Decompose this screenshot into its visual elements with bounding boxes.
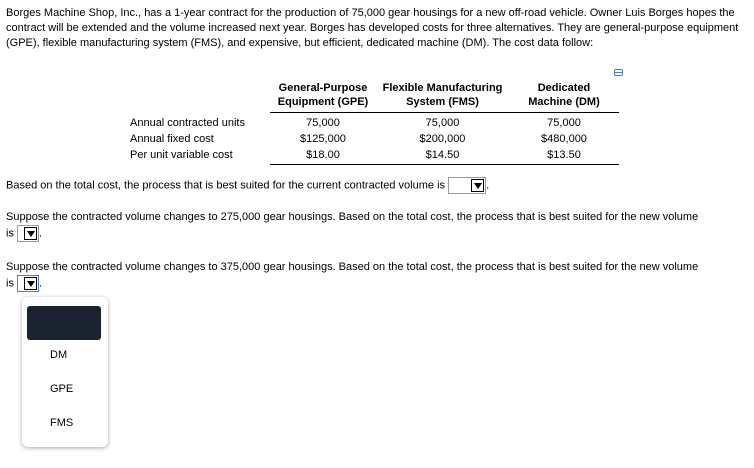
header-gpe: General-Purpose Equipment (GPE) <box>270 79 376 113</box>
dropdown-option-dm[interactable]: DM <box>50 349 68 361</box>
question-3: Suppose the contracted volume changes to 375,000 gear housings. Based on the total cost, the process that is best suited for the new volume is . <box>6 259 750 292</box>
row-label: Annual contracted units <box>130 116 245 129</box>
copy-icon[interactable] <box>614 69 623 76</box>
table-corner <box>126 79 270 113</box>
chevron-down-icon <box>24 277 37 290</box>
table-row <box>126 131 619 147</box>
row-label: Per unit variable cost <box>130 149 233 162</box>
dropdown-highlighted-option[interactable] <box>27 306 101 340</box>
problem-intro: Borges Machine Shop, Inc., has a 1-year contract for the production of 75,000 gear housings for a new off-road vehicle. Owner Luis Borges hopes the contract will be extended and the volume increased next year. Borges has developed costs for three alternatives. They are general-purpose equipment (GPE), flexible manufacturing system (FMS), and expensive, but efficient, dedicated machine (DM). The cost data follow: <box>6 7 739 49</box>
dropdown-option-gpe[interactable]: GPE <box>50 383 74 395</box>
cell-fms: 75,000 <box>425 117 460 129</box>
chevron-down-icon <box>471 179 484 192</box>
table-row <box>126 113 619 132</box>
table-header-row <box>126 79 619 113</box>
cell-dm: $480,000 <box>541 133 587 145</box>
cell-fms: $14.50 <box>376 147 509 165</box>
cell-dm: 75,000 <box>547 117 581 129</box>
header-fms: Flexible Manufacturing System (FMS) <box>376 79 509 113</box>
answer-dropdown-1[interactable] <box>448 177 486 194</box>
cell-gpe: $18.00 <box>270 147 376 165</box>
cell-gpe: $125,000 <box>300 133 346 145</box>
cell-gpe: 75,000 <box>306 117 340 129</box>
answer-dropdown-3[interactable] <box>17 275 39 292</box>
row-label: Annual fixed cost <box>130 133 214 145</box>
question-2: Suppose the contracted volume changes to 275,000 gear housings. Based on the total cost, the process that is best suited for the new volume is . <box>6 209 750 242</box>
question-1: Based on the total cost, the process that is best suited for the current contracted volume is . <box>6 177 489 194</box>
cell-fms: $200,000 <box>419 133 466 145</box>
header-dm: Dedicated Machine (DM) <box>509 79 619 113</box>
answer-dropdown-2[interactable] <box>17 225 39 242</box>
cost-table <box>126 79 619 165</box>
chevron-down-icon <box>24 227 37 240</box>
dropdown-option-fms[interactable]: FMS <box>50 417 74 429</box>
table-row <box>126 147 619 165</box>
cell-dm: $13.50 <box>509 147 619 165</box>
dropdown-menu <box>22 297 108 447</box>
